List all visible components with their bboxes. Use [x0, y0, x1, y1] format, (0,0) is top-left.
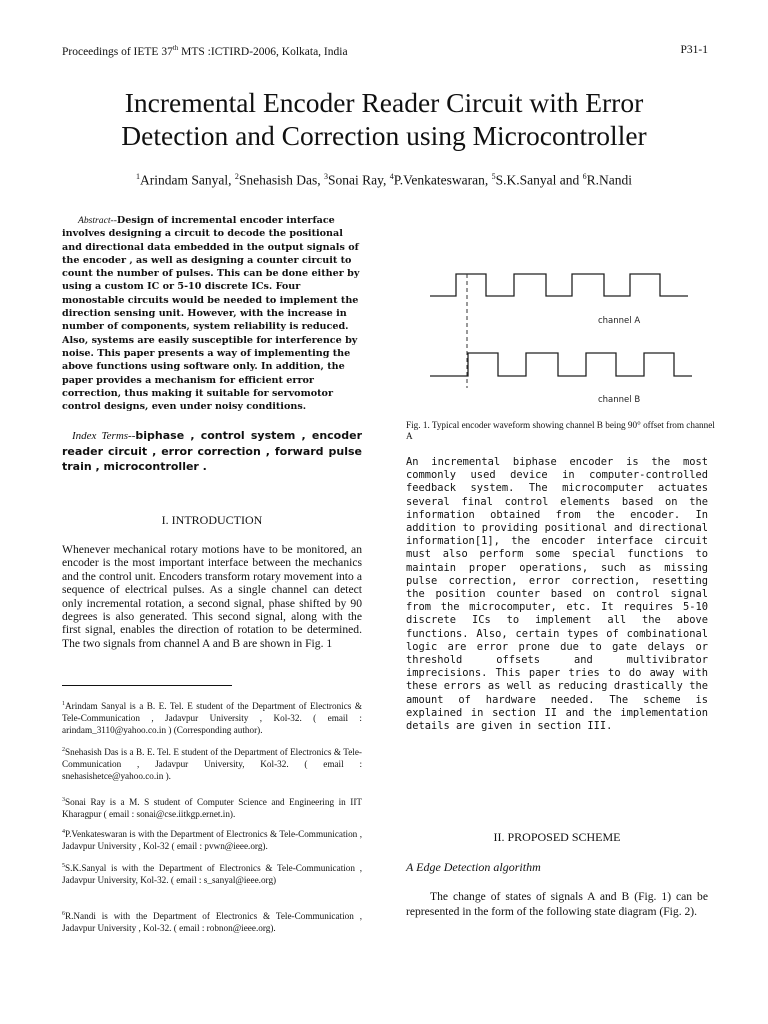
- footnote-5: $^5$S.K.Sanyal is with the Department of Electronics & Tele-Communication , Jadavpur University, Kol-32. ( email : s_sanyal@ieee.org): [62, 863, 362, 886]
- figure-caption: Fig. 1. Typical encoder waveform showing channel B being 90° offset from channel A: [406, 420, 715, 441]
- channel-b-label: channel B: [598, 395, 641, 405]
- encoder-waveform-figure: [430, 262, 720, 412]
- index-terms-lead: Index Terms--: [72, 430, 136, 442]
- edge-detection-paragraph: The change of states of signals A and B (Fig. 1) can be represented in the form of the following state diagram (Fig. 2).: [406, 890, 708, 918]
- paper-title: [40, 86, 728, 152]
- footnote-4: $^4$P.Venkateswaran is with the Department of Electronics & Tele-Communication , Jadavpur University , Kol-32 ( email : pvwn@ieee.org).: [62, 829, 362, 852]
- index-terms-body: biphase , control system , encoder reader circuit , error correction , forward pulse train , microcontroller .: [62, 429, 363, 473]
- author-name: P.Venkateswaran,: [393, 172, 492, 188]
- author-name: Snehasish Das,: [238, 172, 324, 188]
- abstract: [62, 214, 362, 413]
- author-list: $^1$Arindam Sanyal, $^2$Snehasish Das, $^3$Sonai Ray, $^4$P.Venkateswaran, $^5$S.K.Sanyal and $^6$R.Nandi: [136, 172, 632, 188]
- author-name: R.Nandi: [586, 172, 632, 188]
- page-id: P31-1: [680, 44, 708, 56]
- abstract-lead: Abstract--: [78, 215, 117, 226]
- section-heading-proposed-scheme: II. PROPOSED SCHEME: [493, 830, 621, 844]
- channel-a-label: channel A: [598, 316, 641, 326]
- author-name: Sonai Ray,: [328, 172, 390, 188]
- title-line-2: Detection and Correction using Microcontroller: [121, 120, 647, 151]
- section-heading-introduction: I. INTRODUCTION: [161, 513, 263, 527]
- running-head-left: Proceedings of IETE 37th MTS :ICTIRD-2006, Kolkata, India: [62, 44, 348, 58]
- subsection-heading-edge-detection: A Edge Detection algorithm: [406, 860, 541, 874]
- author-name: Arindam Sanyal,: [140, 172, 235, 188]
- footnote-3: $^3$Sonai Ray is a M. S student of Computer Science and Engineering in IIT Kharagpur ( email : sonai@cse.iitkgp.ernet.in).: [62, 797, 362, 820]
- footnote-1: $^1$Arindam Sanyal is a B. E. Tel. E student of the Department of Electronics & Tele-Communication , Jadavpur University , Kol-32. ( email : arindam_3110@yahoo.co.in ) (Corresponding author).: [62, 701, 362, 736]
- footnote-6: $^6$R.Nandi is with the Department of Electronics & Tele-Communication , Jadavpur University , Kol-32. ( email : robnon@ieee.org).: [62, 911, 362, 934]
- channel-a-waveform: [430, 274, 688, 296]
- footnote-2: $^2$Snehasish Das is a B. E. Tel. E student of the Department of Electronics & Tele-Communication , Jadavpur University, Kol-32. ( email : snehasishetce@yahoo.co.in ).: [62, 747, 362, 782]
- running-head: [62, 44, 708, 62]
- abstract-body: Design of incremental encoder interface involves designing a circuit to decode the positional and directional data embedded in the output signals of the encoder , as well as designing a counter circuit to count the number of pulses. This can be done either by using a custom IC or 5-10 discrete ICs. Four monostable circuits would be needed to implement the direction sensing unit. However, with the increase in number of components, system reliability is reduced. Also, systems are easily susceptible for interference by noise. This paper presents a way of implementing the above functions using software only. In addition, the paper provides a mechanism for efficient error correction, thus making it suitable for servomotor control designs, even under noisy conditions.: [62, 215, 360, 413]
- channel-b-waveform: [430, 353, 692, 376]
- footnote-rule: [62, 685, 232, 686]
- title-line-1: Incremental Encoder Reader Circuit with Error: [124, 87, 644, 118]
- introduction-paragraph: Whenever mechanical rotary motions have to be monitored, an encoder is the most important interface between the mechanics and the control unit. Encoders transform rotary movement into a sequence of electrical pulses. As a single channel can detect only incremental rotation, a second signal, phase shifted by 90 degrees is also generated. This second signal, along with the first signal, enables the direction of rotation to be determined. The two signals from channel A and B are shown in Fig. 1: [62, 543, 362, 650]
- index-terms: [62, 428, 362, 474]
- author-name: S.K.Sanyal and: [495, 172, 583, 188]
- encoder-description-paragraph: An incremental biphase encoder is the most commonly used device in computer-controlled feedback system. The microcomputer actuates several final control elements based on the information obtained from the encoder. In addition to providing positional and directional information[1], the encoder interface circuit must also perform some special functions to maintain proper operations, such as missing pulse correction, error correction, resetting the position counter based on control signal from the microcomputer, etc. It requires 5-10 discrete ICs to implement all the above functions. Also, certain types of combinational logic are error prone due to gate delays or threshold offsets and multivibrator imprecisions. This paper tries to do away with these errors as well as reducing drastically the amount of hardware needed. The scheme is explained in section II and the implementation details are given in section III.: [406, 456, 708, 733]
